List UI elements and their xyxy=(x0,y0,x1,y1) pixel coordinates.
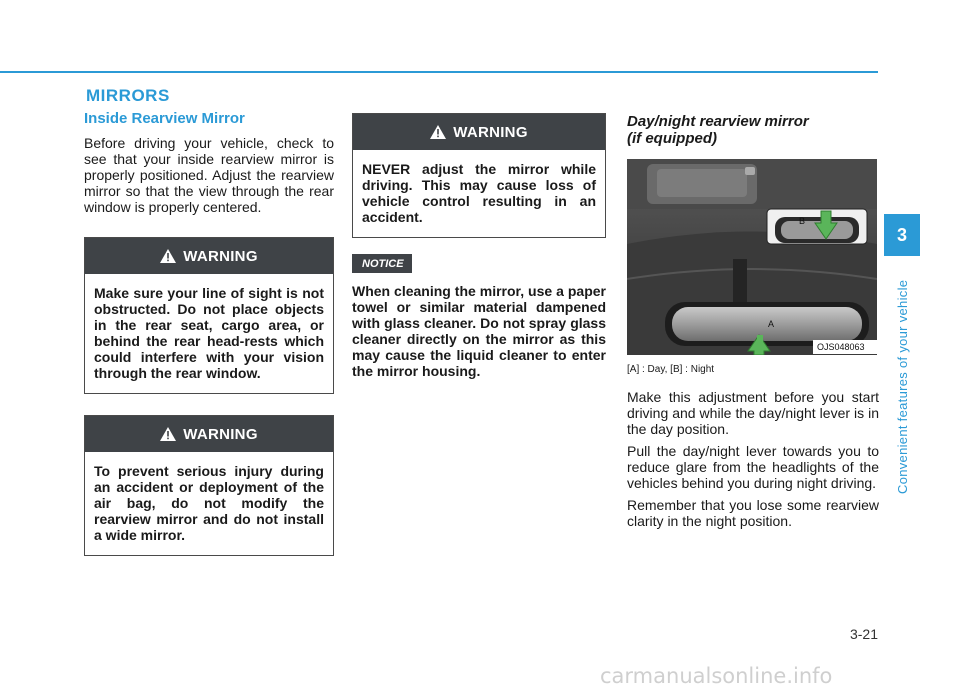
inside-mirror-heading: Inside Rearview Mirror xyxy=(84,110,245,127)
warning-box-sight xyxy=(84,237,334,394)
rearview-mirror-figure xyxy=(627,159,877,355)
warning-box-adjust xyxy=(352,113,606,238)
column-1 xyxy=(84,110,334,556)
chapter-label: Convenient features of your vehicle xyxy=(895,279,910,494)
chapter-tab: 3 xyxy=(884,214,920,256)
column-2 xyxy=(352,113,606,379)
warning-header xyxy=(85,238,333,274)
figure-code: OJS048063 xyxy=(817,342,865,352)
warning-box-airbag xyxy=(84,415,334,556)
day-night-paragraph-2: Pull the day/night lever towards you to reduce glare from the headlights of the vehicles behind you during night driving. xyxy=(627,443,879,491)
day-night-paragraph-1: Make this adjustment before you start driving and while the day/night lever is in the day position. xyxy=(627,389,879,437)
warning-triangle-icon xyxy=(160,427,176,441)
label-a: A xyxy=(768,319,775,329)
warning-triangle-icon xyxy=(430,125,446,139)
watermark: carmanualsonline.info xyxy=(600,664,833,688)
mirror-illustration xyxy=(627,159,877,355)
warning-header xyxy=(353,114,605,150)
warning-label: WARNING xyxy=(183,425,258,443)
day-night-paragraph-3: Remember that you lose some rearview clarity in the night position. xyxy=(627,497,879,529)
day-night-heading xyxy=(627,113,879,147)
warning-text: Make sure your line of sight is not obstructed. Do not place objects in the rear seat, cargo area, or behind the rear head-rests which could interfere with your vision through the rear window. xyxy=(94,285,324,381)
figure-caption: [A] : Day, [B] : Night xyxy=(627,364,715,375)
column-3 xyxy=(627,110,879,529)
page-number: 3-21 xyxy=(849,626,878,642)
day-night-heading-line1: Day/night rearview mirror xyxy=(627,113,809,130)
notice-text: When cleaning the mirror, use a paper towel or similar material dampened with glass cleaner. Do not spray glass cleaner directly on the mirror as this may cause the liquid cleaner to enter the mirror housing. xyxy=(352,283,606,379)
warning-text: NEVER adjust the mirror while driving. This may cause loss of vehicle control resulting in an accident. xyxy=(362,161,596,225)
top-rule xyxy=(0,71,878,73)
warning-header xyxy=(85,416,333,452)
inside-mirror-paragraph: Before driving your vehicle, check to see that your inside rearview mirror is properly positioned. Adjust the rearview mirror so that the view through the rear window is properly centered. xyxy=(84,135,334,215)
warning-triangle-icon xyxy=(160,249,176,263)
warning-text: To prevent serious injury during an accident or deployment of the air bag, do not modify the rearview mirror and do not install a wide mirror. xyxy=(94,463,324,543)
day-night-heading-line2: (if equipped) xyxy=(627,130,717,147)
notice-badge: NOTICE xyxy=(352,254,412,273)
warning-label: WARNING xyxy=(453,123,528,141)
label-b: B xyxy=(799,216,806,226)
warning-label: WARNING xyxy=(183,247,258,265)
section-title: MIRRORS xyxy=(86,86,170,105)
